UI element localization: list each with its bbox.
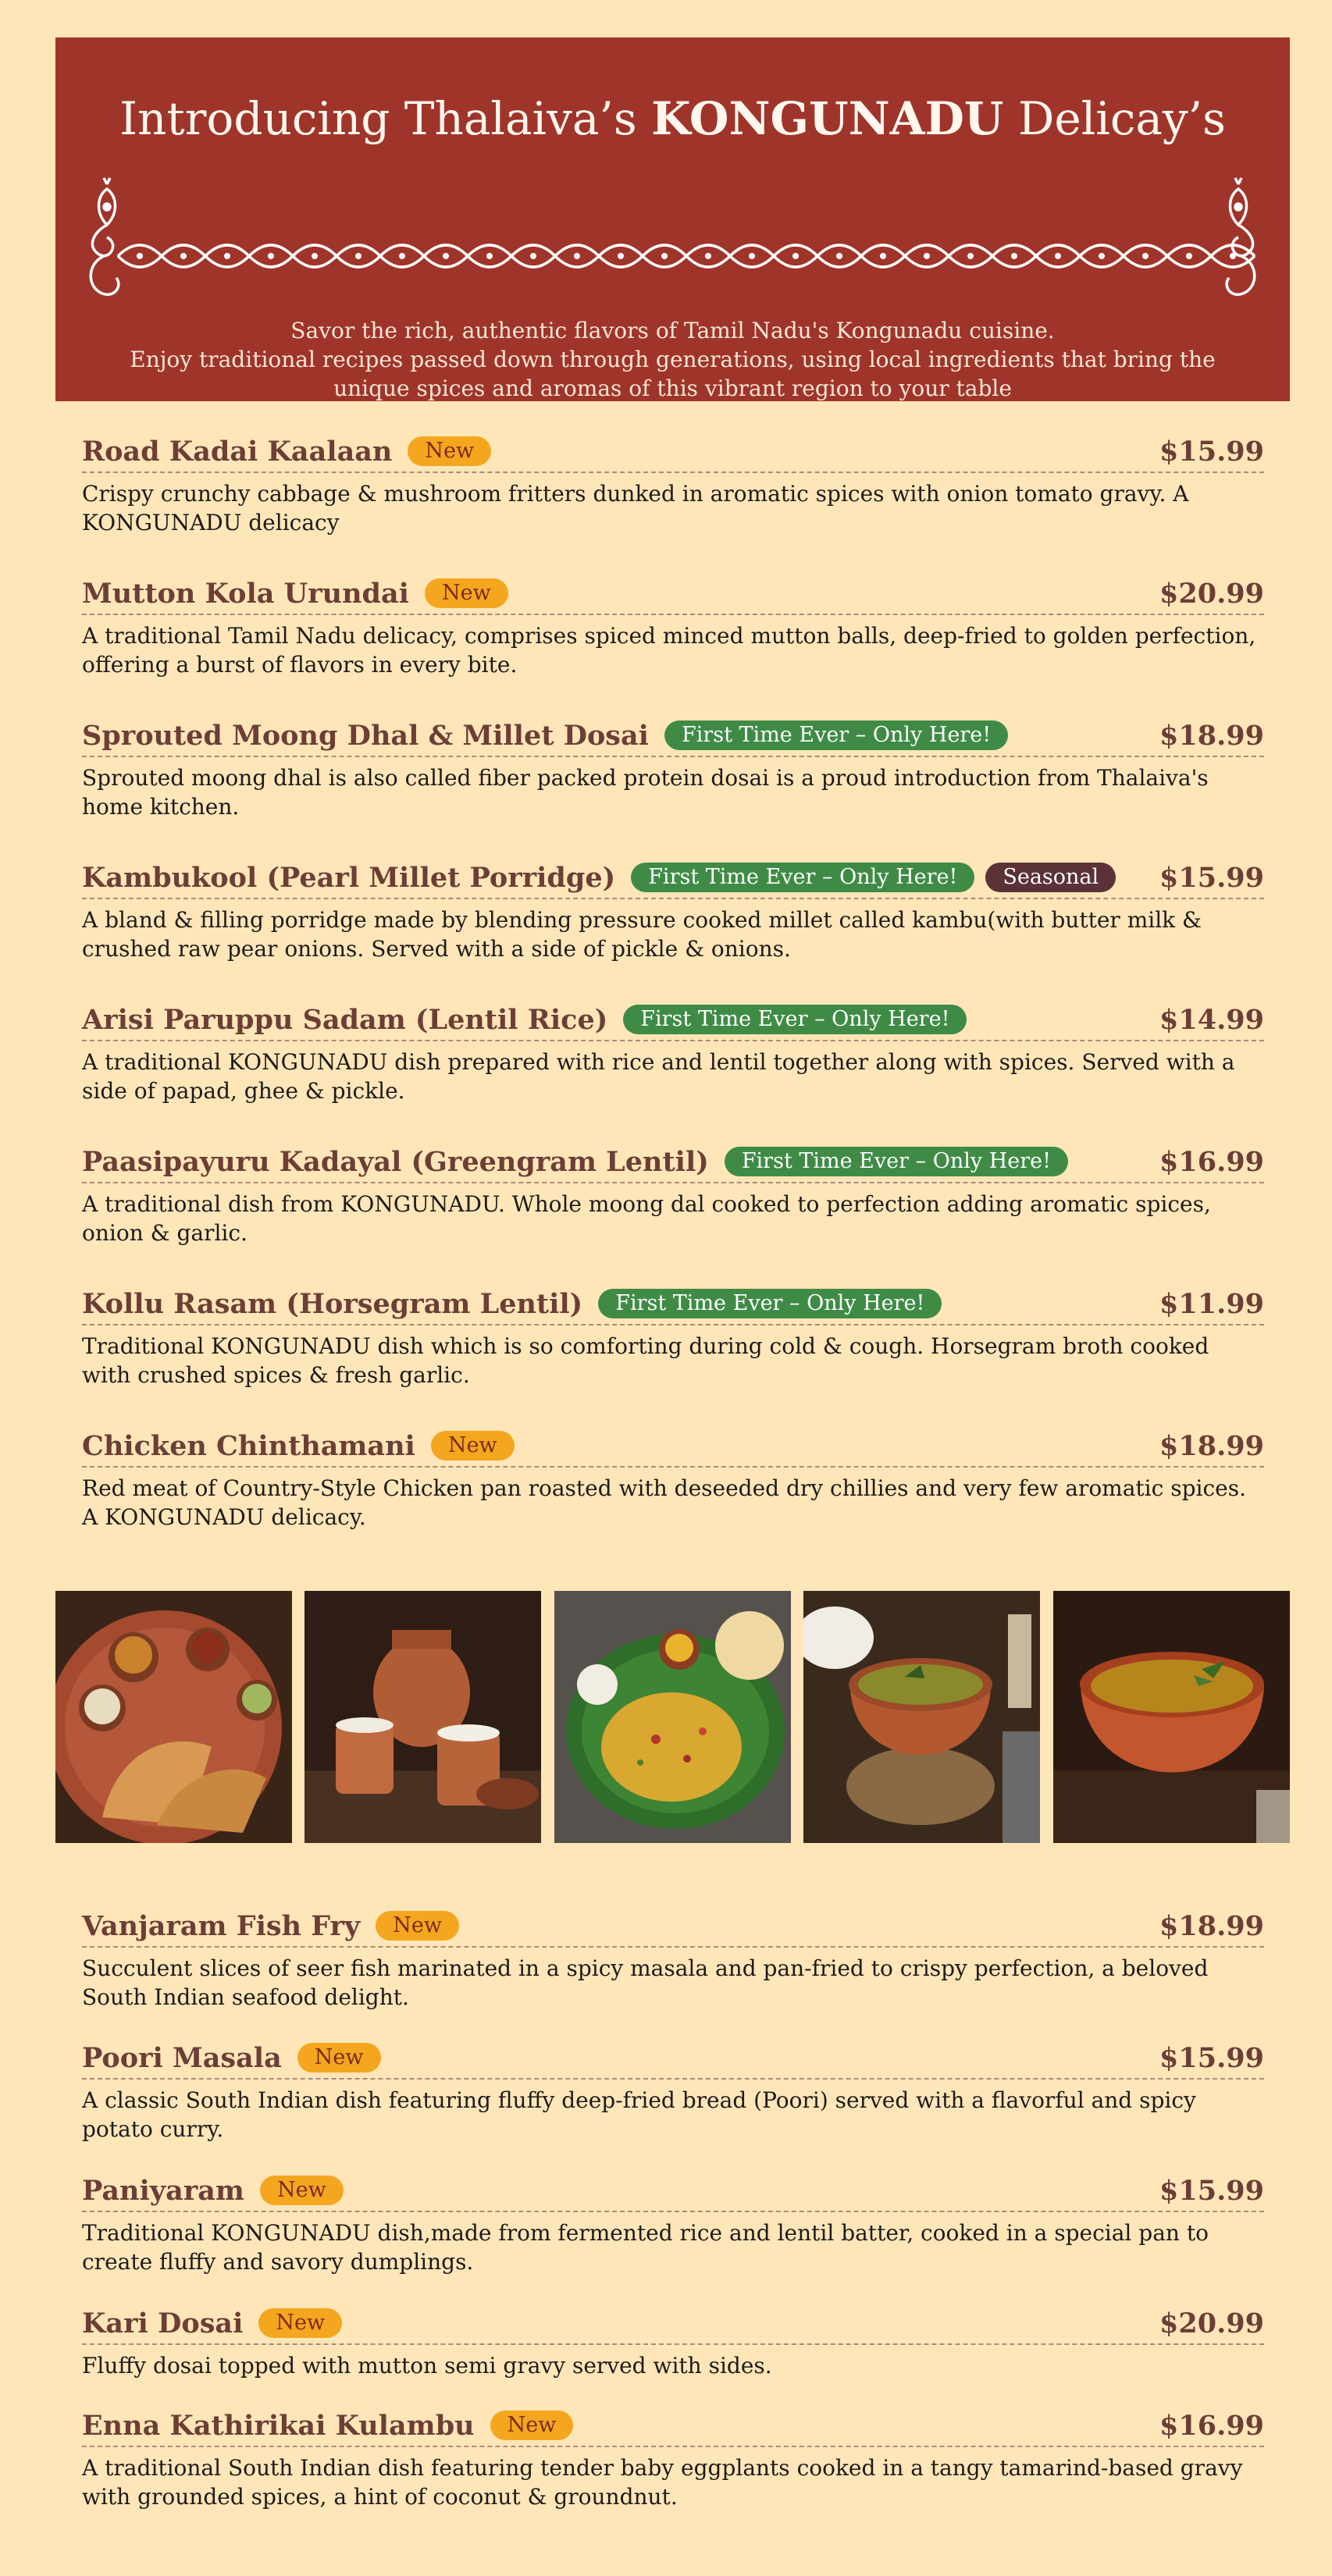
menu-item-description: A classic South Indian dish featuring fluffy deep-fried bread (Poori) served with a flavorful and spicy potato curry.	[82, 2087, 1196, 2142]
new-badge: New	[408, 436, 491, 466]
menu-item-name: Mutton Kola Urundai	[82, 577, 409, 610]
first-time-badge: First Time Ever – Only Here!	[623, 1005, 967, 1034]
menu-item-price: $18.99	[1159, 1909, 1264, 1942]
menu-item-description: Red meat of Country-Style Chicken pan roasted with deseeded dry chillies and very few aromatic spices. A KONGUNADU delicacy.	[82, 1475, 1246, 1530]
menu-item-price: $15.99	[1159, 2041, 1264, 2074]
menu-item-header	[82, 1905, 1264, 1948]
rasam-bowl-photo	[1053, 1591, 1290, 1843]
menu-item-price: $20.99	[1159, 577, 1264, 610]
photo-gallery	[55, 1591, 1290, 1843]
menu-item-description: A traditional dish from KONGUNADU. Whole moong dal cooked to perfection adding aromatic spices, onion & garlic.	[82, 1191, 1211, 1246]
menu-item-enna-kathirikai-kulambu	[82, 2405, 1264, 2511]
menu-item-sprouted-moong-dhal-millet-dosai	[82, 715, 1264, 821]
menu-item-header	[82, 2405, 1264, 2447]
menu-item-header	[82, 2170, 1264, 2212]
menu-item-name: Paniyaram	[82, 2174, 244, 2207]
menu-item-description: Traditional KONGUNADU dish which is so comforting during cold & cough. Horsegram broth cooked with crushed spices & fresh garlic.	[82, 1333, 1209, 1388]
lentil-rice-banana-leaf-photo	[554, 1591, 791, 1843]
menu-item-vanjaram-fish-fry	[82, 1905, 1264, 2012]
menu-item-header	[82, 999, 1264, 1041]
menu-item-description: Crispy crunchy cabbage & mushroom fritters dunked in aromatic spices with onion tomato gravy. A KONGUNADU delicacy	[82, 481, 1189, 535]
menu-item-header	[82, 1283, 1264, 1325]
menu-item-paniyaram	[82, 2170, 1264, 2276]
menu-item-description: A traditional KONGUNADU dish prepared with rice and lentil together along with spices. Served with a side of papad, ghee & pickle.	[82, 1049, 1235, 1104]
menu-item-header	[82, 857, 1264, 899]
new-badge: New	[260, 2176, 344, 2205]
menu-item-chicken-chinthamani	[82, 1425, 1264, 1532]
menu-item-header	[82, 573, 1264, 615]
menu-item-description: Traditional KONGUNADU dish,made from fermented rice and lentil batter, cooked in a special pan to create fluffy and savory dumplings.	[82, 2220, 1209, 2275]
menu-item-price: $15.99	[1159, 435, 1264, 468]
menu-item-name: Sprouted Moong Dhal & Millet Dosai	[82, 719, 649, 752]
menu-item-price: $20.99	[1159, 2307, 1264, 2339]
dosa-platter-photo	[55, 1591, 292, 1843]
page-title	[55, 92, 1290, 147]
menu-item-description: Fluffy dosai topped with mutton semi gravy served with sides.	[82, 2353, 772, 2379]
menu-item-name: Paasipayuru Kadayal (Greengram Lentil)	[82, 1145, 709, 1178]
menu-item-header	[82, 1425, 1264, 1468]
menu-item-name: Kollu Rasam (Horsegram Lentil)	[82, 1287, 583, 1320]
tagline-line-2: Enjoy traditional recipes passed down through generations, using local ingredients that bring the unique spices and aromas of this vibrant region to your table	[130, 347, 1216, 401]
tagline-line-1: Savor the rich, authentic flavors of Tamil Nadu's Kongunadu cuisine.	[290, 318, 1055, 343]
clay-pots-buttermilk-photo	[305, 1591, 541, 1843]
first-time-badge: First Time Ever – Only Here!	[631, 863, 974, 892]
menu-item-description: A bland & filling porridge made by blending pressure cooked millet called kambu(with butter milk & crushed raw pear onions. Served with a side of pickle & onions.	[82, 907, 1202, 962]
menu-item-kambukool-pearl-millet-porridge	[82, 857, 1264, 963]
menu-item-description: A traditional South Indian dish featuring tender baby eggplants cooked in a tangy tamarind-based gravy with grounded spices, a hint of coconut & groundnut.	[82, 2455, 1243, 2510]
menu-item-header	[82, 715, 1264, 757]
title-part-2: Delicay’s	[1003, 92, 1226, 145]
menu-item-header	[82, 431, 1264, 473]
menu-item-mutton-kola-urundai	[82, 573, 1264, 679]
kolam-border-decoration	[55, 162, 1290, 311]
menu-item-price: $18.99	[1159, 719, 1264, 752]
new-badge: New	[297, 2043, 381, 2073]
menu-item-description: A traditional Tamil Nadu delicacy, comprises spiced minced mutton balls, deep-fried to golden perfection, offering a burst of flavors in every bite.	[82, 623, 1256, 678]
menu-item-header	[82, 2303, 1264, 2345]
menu-item-price: $15.99	[1159, 861, 1264, 894]
menu-item-arisi-paruppu-sadam-lentil-rice	[82, 999, 1264, 1105]
left-ornament-icon	[92, 178, 115, 256]
seasonal-badge: Seasonal	[985, 863, 1116, 892]
title-bold-word: KONGUNADU	[651, 92, 1004, 145]
menu-item-price: $15.99	[1159, 2174, 1264, 2207]
new-badge: New	[258, 2308, 342, 2338]
first-time-badge: First Time Ever – Only Here!	[725, 1147, 1068, 1176]
greengram-curry-pot-photo	[803, 1591, 1040, 1843]
menu-item-name: Chicken Chinthamani	[82, 1429, 415, 1462]
banner-tagline	[102, 316, 1243, 403]
menu-item-price: $18.99	[1159, 1429, 1264, 1462]
menu-item-kari-dosai	[82, 2303, 1264, 2380]
menu-item-description: Sprouted moong dhal is also called fiber packed protein dosai is a proud introduction from Thalaiva's home kitchen.	[82, 765, 1209, 820]
menu-item-price: $16.99	[1159, 2409, 1264, 2442]
menu-item-price: $16.99	[1159, 1145, 1264, 1178]
menu-item-paasipayuru-kadayal-greengram-lentil	[82, 1141, 1264, 1247]
new-badge: New	[376, 1911, 459, 1941]
menu-item-road-kadai-kaalaan	[82, 431, 1264, 537]
menu-item-name: Road Kadai Kaalaan	[82, 435, 393, 468]
new-badge: New	[490, 2411, 574, 2440]
menu-item-kollu-rasam-horsegram-lentil	[82, 1283, 1264, 1389]
new-badge: New	[425, 578, 508, 608]
menu-item-name: Kari Dosai	[82, 2307, 244, 2339]
menu-item-header	[82, 1141, 1264, 1183]
menu-item-header	[82, 2037, 1264, 2080]
menu-item-name: Vanjaram Fish Fry	[82, 1909, 361, 1942]
menu-item-name: Enna Kathirikai Kulambu	[82, 2409, 475, 2442]
menu-item-name: Arisi Paruppu Sadam (Lentil Rice)	[82, 1003, 608, 1036]
right-ornament-icon	[1230, 178, 1253, 256]
new-badge: New	[431, 1431, 515, 1461]
menu-item-price: $14.99	[1159, 1003, 1264, 1036]
first-time-badge: First Time Ever – Only Here!	[664, 720, 1008, 750]
menu-item-name: Kambukool (Pearl Millet Porridge)	[82, 861, 616, 894]
title-part-1: Introducing Thalaiva’s	[119, 92, 652, 145]
menu-item-price: $11.99	[1159, 1287, 1264, 1320]
menu-item-name: Poori Masala	[82, 2041, 282, 2074]
first-time-badge: First Time Ever – Only Here!	[598, 1289, 942, 1318]
menu-item-description: Succulent slices of seer fish marinated in a spicy masala and pan-fried to crispy perfection, a beloved South Indian seafood delight.	[82, 1955, 1209, 2010]
menu-item-poori-masala	[82, 2037, 1264, 2144]
header-banner	[55, 37, 1290, 401]
